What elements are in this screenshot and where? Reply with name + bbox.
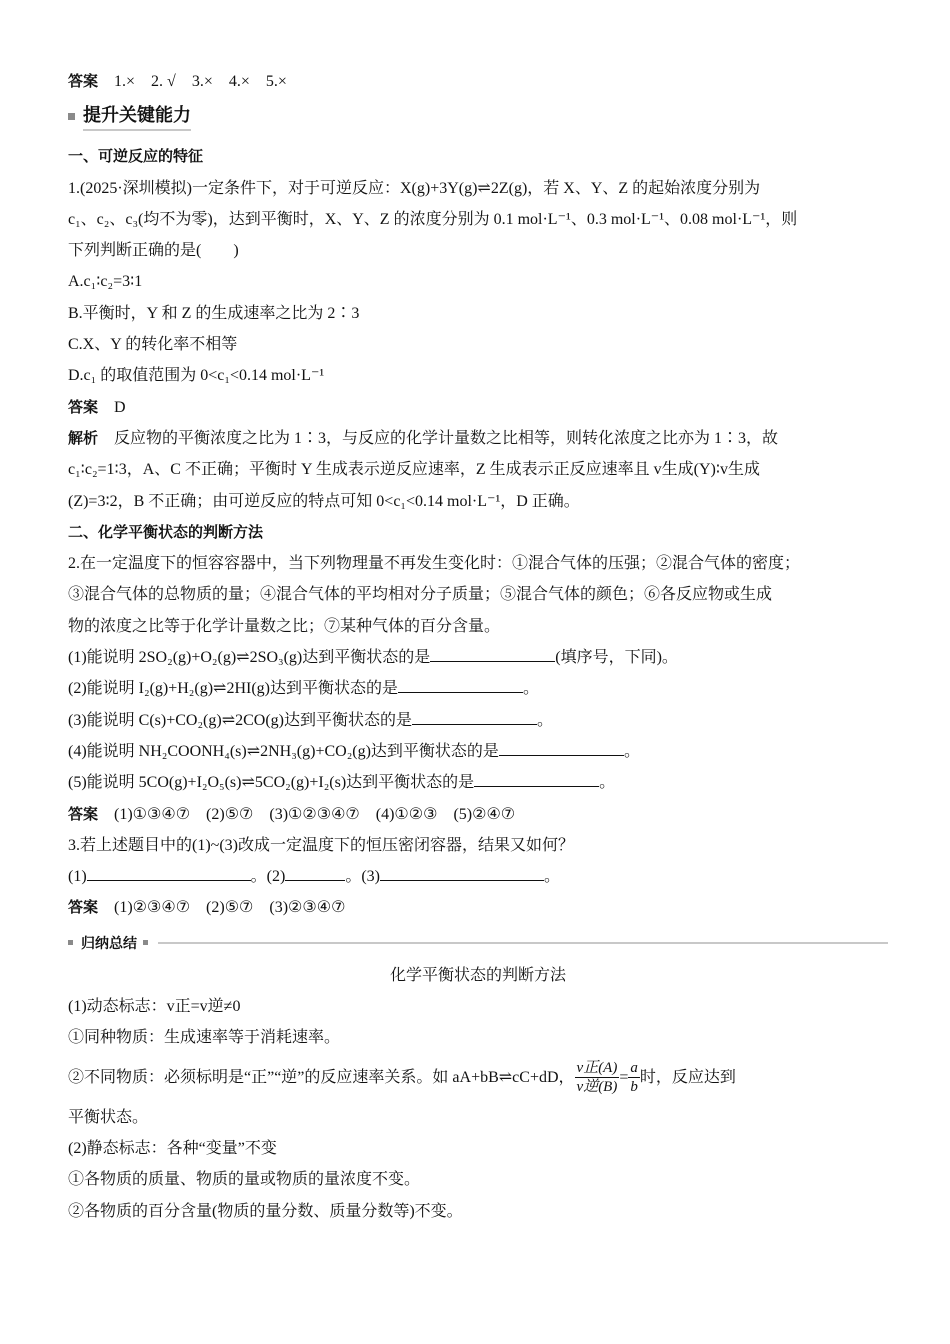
summary-item-2-suffix: 时，反应达到 bbox=[639, 1068, 736, 1086]
square-bullet-icon bbox=[143, 940, 148, 945]
q2-part4 bbox=[68, 736, 888, 767]
heading-equilibrium: 二、化学平衡状态的判断方法 bbox=[68, 522, 264, 541]
period: 。 bbox=[623, 742, 640, 760]
answer-blank[interactable] bbox=[499, 739, 624, 756]
q1-option-a: A.c₁∶c₂=3∶1 bbox=[68, 273, 143, 291]
q2-part5-text: (5)能说明 5CO(g)+I₂O₅(s)⇌5CO₂(g)+I₂(s)达到平衡状态的是 bbox=[68, 774, 475, 792]
q2-part3 bbox=[68, 705, 888, 736]
answer-label: 答案 bbox=[68, 72, 99, 90]
summary-item-1: ①同种物质：生成速率等于消耗速率。 bbox=[68, 1029, 341, 1047]
answer-blank[interactable] bbox=[87, 864, 251, 881]
rate-ratio-fraction bbox=[575, 1059, 620, 1096]
summary-item-2: ②不同物质：必须标明是“正”“逆”的反应速率关系。如 aA+bB⇌cC+dD， $\frac{\text{v正(A)}}{\text{v逆(B)}}$ = $\frac{a}{b}$ 时，反应达到 bbox=[68, 1060, 736, 1096]
q2-answer bbox=[68, 799, 888, 830]
q3-line1: 3.若上述题目中的(1)~(3)改成一定温度下的恒压密闭容器，结果又如何？ bbox=[68, 836, 574, 854]
q3-blank1-label: (1) bbox=[68, 868, 87, 886]
q1-analysis-line3: (Z)=3∶2，B 不正确；由可逆反应的特点可知 0<c₁<0.14 mol·L⁻¹，D 正确。 bbox=[68, 492, 580, 510]
q3-blank2-label: 。(2) bbox=[250, 868, 286, 886]
q2-part2-text: (2)能说明 I₂(g)+H₂(g)⇌2HI(g)达到平衡状态的是 bbox=[68, 680, 398, 698]
answer-blank[interactable] bbox=[398, 676, 523, 693]
analysis-label: 解析 bbox=[68, 428, 99, 447]
q1-line3: 下列判断正确的是( ) bbox=[68, 242, 239, 260]
square-bullet-icon bbox=[68, 940, 73, 945]
answer-label: 答案 bbox=[68, 898, 99, 917]
q1-option-c: C.X、Y 的转化率不相等 bbox=[68, 336, 238, 354]
answer-label: 答案 bbox=[68, 397, 99, 416]
q1-option-d: D.c₁ 的取值范围为 0<c₁<0.14 mol·L⁻¹ bbox=[68, 367, 325, 385]
q1-analysis-line2: c₁∶c₂=1∶3，A、C 不正确；平衡时 Y 生成表示逆反应速率，Z 生成表示正反应速率且 v生成(Y)∶v生成 bbox=[68, 461, 761, 479]
answer-blank[interactable] bbox=[430, 645, 555, 662]
period: 。 bbox=[544, 868, 561, 886]
coefficient-fraction bbox=[628, 1059, 640, 1096]
section-title: 提升关键能力 bbox=[83, 101, 191, 131]
q2-part4-text: (4)能说明 NH₂COONH₄(s)⇌2NH₃(g)+CO₂(g)达到平衡状态的是 bbox=[68, 742, 499, 760]
q1-answer bbox=[68, 392, 888, 423]
square-bullet-icon bbox=[68, 113, 75, 120]
period: 。 bbox=[537, 711, 554, 729]
q3-blanks bbox=[68, 861, 888, 892]
answer-blank[interactable] bbox=[380, 864, 544, 881]
divider bbox=[158, 942, 888, 944]
summary-title: 归纳总结 bbox=[81, 935, 137, 952]
q2-part1-text: (1)能说明 2SO₂(g)+O₂(g)⇌2SO₃(g)达到平衡状态的是 bbox=[68, 649, 431, 667]
q3-answer-value: (1)②③④⑦ (2)⑤⑦ (3)②③④⑦ bbox=[114, 899, 346, 917]
period: 。 bbox=[599, 774, 616, 792]
answer-label: 答案 bbox=[68, 804, 99, 823]
top-answer-text: 1.× 2. √ 3.× 4.× 5.× bbox=[114, 73, 287, 90]
summary-static-2: ②各物质的百分含量(物质的量分数、质量分数等)不变。 bbox=[68, 1202, 463, 1220]
q2-part1-suffix: (填序号，下同)。 bbox=[555, 649, 678, 667]
fraction-denominator: b bbox=[630, 1079, 638, 1096]
summary-heading: 化学平衡状态的判断方法 bbox=[389, 966, 566, 984]
period: 。 bbox=[522, 680, 539, 698]
q1-answer-value: D bbox=[114, 398, 126, 416]
q2-part5 bbox=[68, 767, 888, 798]
fraction-denominator: v逆(B) bbox=[576, 1079, 618, 1096]
summary-item-2-cont: 平衡状态。 bbox=[68, 1108, 149, 1126]
answer-blank[interactable] bbox=[412, 708, 537, 725]
summary-static-1: ①各物质的质量、物质的量或物质的量浓度不变。 bbox=[68, 1171, 421, 1189]
q1-line1: 1.(2025·深圳模拟)一定条件下，对于可逆反应：X(g)+3Y(g)⇌2Z(g)，若 X、Y、Z 的起始浓度分别为 bbox=[68, 179, 761, 197]
answer-blank[interactable] bbox=[474, 770, 599, 787]
q2-part3-text: (3)能说明 C(s)+CO₂(g)⇌2CO(g)达到平衡状态的是 bbox=[68, 711, 412, 729]
q2-answer-value: (1)①③④⑦ (2)⑤⑦ (3)①②③④⑦ (4)①②③ (5)②④⑦ bbox=[114, 805, 516, 823]
q2-line3: 物的浓度之比等于化学计量数之比；⑦某种气体的百分含量。 bbox=[68, 617, 501, 635]
summary-dynamic: (1)动态标志：v正=v逆≠0 bbox=[68, 998, 241, 1016]
summary-header bbox=[68, 930, 888, 956]
q2-part1 bbox=[68, 642, 888, 673]
q1-line2: c₁、c₂、c₃(均不为零)，达到平衡时，X、Y、Z 的浓度分别为 0.1 mol·L⁻¹、0.3 mol·L⁻¹、0.08 mol·L⁻¹，则 bbox=[68, 210, 798, 228]
heading-reversible: 一、可逆反应的特征 bbox=[68, 147, 204, 166]
q1-option-b: B.平衡时，Y 和 Z 的生成速率之比为 2∶3 bbox=[68, 304, 360, 322]
summary-item-2-text: ②不同物质：必须标明是“正”“逆”的反应速率关系。如 aA+bB⇌cC+dD， bbox=[68, 1068, 575, 1086]
q2-part2 bbox=[68, 673, 888, 704]
q2-line1: 2.在一定温度下的恒容容器中，当下列物理量不再发生变化时：①混合气体的压强；②混合气体的密度； bbox=[68, 555, 801, 573]
section-header bbox=[68, 101, 888, 131]
answer-blank[interactable] bbox=[285, 864, 345, 881]
document-page bbox=[68, 66, 888, 1227]
fraction-numerator: a bbox=[630, 1060, 638, 1077]
q2-line2: ③混合气体的总物质的量；④混合气体的平均相对分子质量；⑤混合气体的颜色；⑥各反应物或生成 bbox=[68, 586, 773, 604]
fraction-numerator: v正(A) bbox=[576, 1060, 618, 1077]
summary-static: (2)静态标志：各种“变量”不变 bbox=[68, 1139, 277, 1157]
q3-answer bbox=[68, 892, 888, 923]
q3-blank3-label: 。(3) bbox=[345, 868, 380, 886]
q1-analysis-line1 bbox=[68, 423, 888, 454]
analysis-text-1: 反应物的平衡浓度之比为 1∶3，与反应的化学计量数之比相等，则转化浓度之比亦为 1∶3，故 bbox=[114, 429, 779, 447]
top-answer-line bbox=[68, 66, 888, 97]
